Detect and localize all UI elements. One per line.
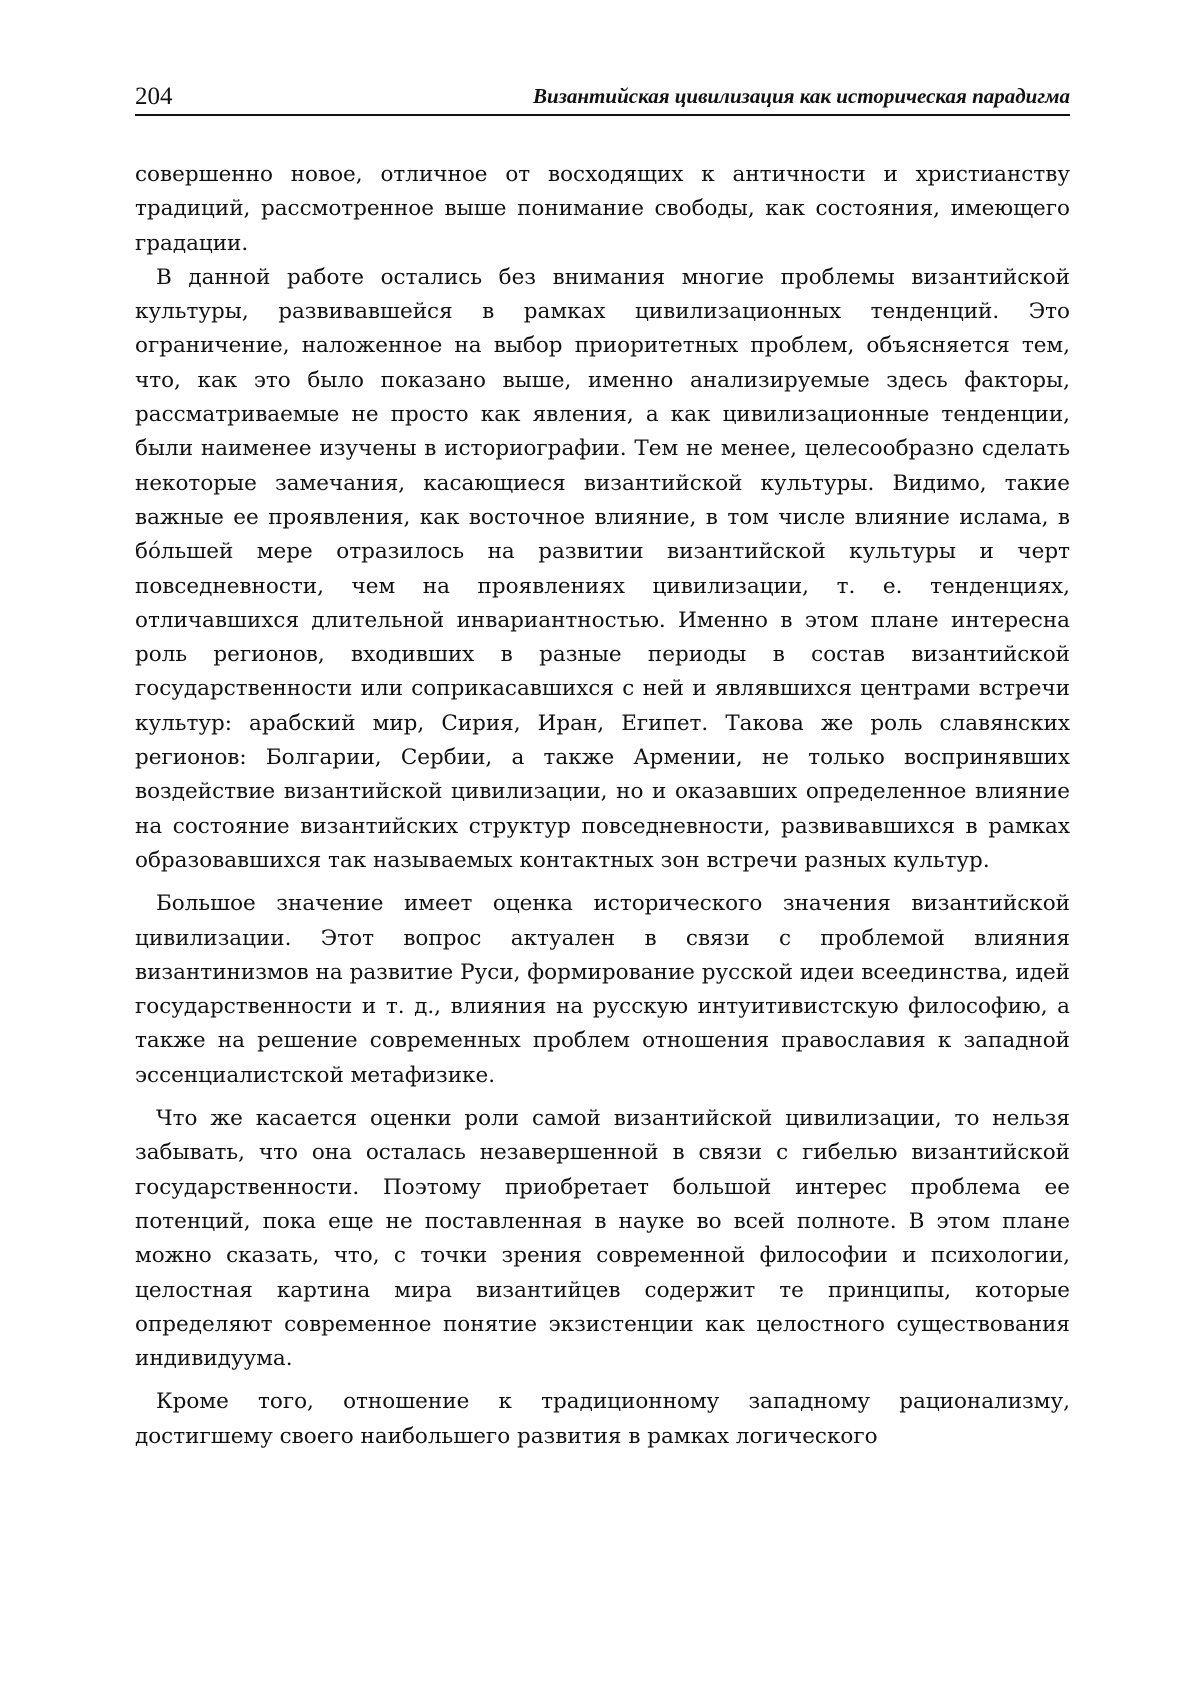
page-number: 204 bbox=[135, 83, 173, 110]
paragraph-3: Большое значение имеет оценка исторического значения византийской цивилизации. Этот вопрос актуален в связи с проблемой влияния византинизмов на развитие Руси, формирование русской идеи всеединства, идей государственности и т. д., влияния на русскую интуитивистскую философию, а также на решение современных проблем отношения православия к западной эссенциалистской метафизике. bbox=[135, 891, 1070, 1088]
running-title: Византийская цивилизация как историческая парадигма bbox=[533, 84, 1070, 108]
running-head bbox=[135, 78, 1070, 116]
paragraph-5: Кроме того, отношение к традиционному западному рационализму, достигшему своего наибольшего развития в рамках логического bbox=[135, 1389, 1070, 1449]
book-page bbox=[135, 0, 1070, 1699]
body-text bbox=[135, 158, 1070, 1454]
paragraph-4: Что же касается оценки роли самой византийской цивилизации, то нельзя забывать, что она осталась незавершенной в связи с гибелью византийской государственности. Поэтому приобретает большой интерес проблема ее потенций, пока еще не поставленная в науке во всей полноте. В этом плане можно сказать, что, с точки зрения современной философии и психологии, целостная картина мира византийцев содержит те принципы, которые определяют современное понятие экзистенции как целостного существования индивидуума. bbox=[135, 1106, 1070, 1372]
paragraph-2: В данной работе остались без внимания многие проблемы византийской культуры, развивавшейся в рамках цивилизационных тенденций. Это ограничение, наложенное на выбор приоритетных проблем, объясняется тем, что, как это было показано выше, именно анализируемые здесь факторы, рассматриваемые не просто как явления, а как цивилизационные тенденции, были наименее изучены в историографии. Тем не менее, целесообразно сделать некоторые замечания, касающиеся византийской культуры. Видимо, такие важные ее проявления, как восточное влияние, в том числе влияние ислама, в бóльшей мере отразилось на развитии византийской культуры и черт повседневности, чем на проявлениях цивилизации, т. е. тенденциях, отличавшихся длительной инвариантностью. Именно в этом плане интересна роль регионов, входивших в разные периоды в состав византийской государственности или соприкасавшихся с ней и являвшихся центрами встречи культур: арабский мир, Сирия, Иран, Египет. Такова же роль славянских регионов: Болгарии, Сербии, а также Армении, не только воспринявших воздействие византийской цивилизации, но и оказавших определенное влияние на состояние византийских структур повседневности, развивавшихся в рамках образовавшихся так называемых контактных зон встречи разных культур. bbox=[135, 264, 1070, 873]
paragraph-1: совершенно новое, отличное от восходящих к античности и христианству традиций, рассмотренное выше понимание свободы, как состояния, имеющего градации. bbox=[135, 162, 1070, 256]
